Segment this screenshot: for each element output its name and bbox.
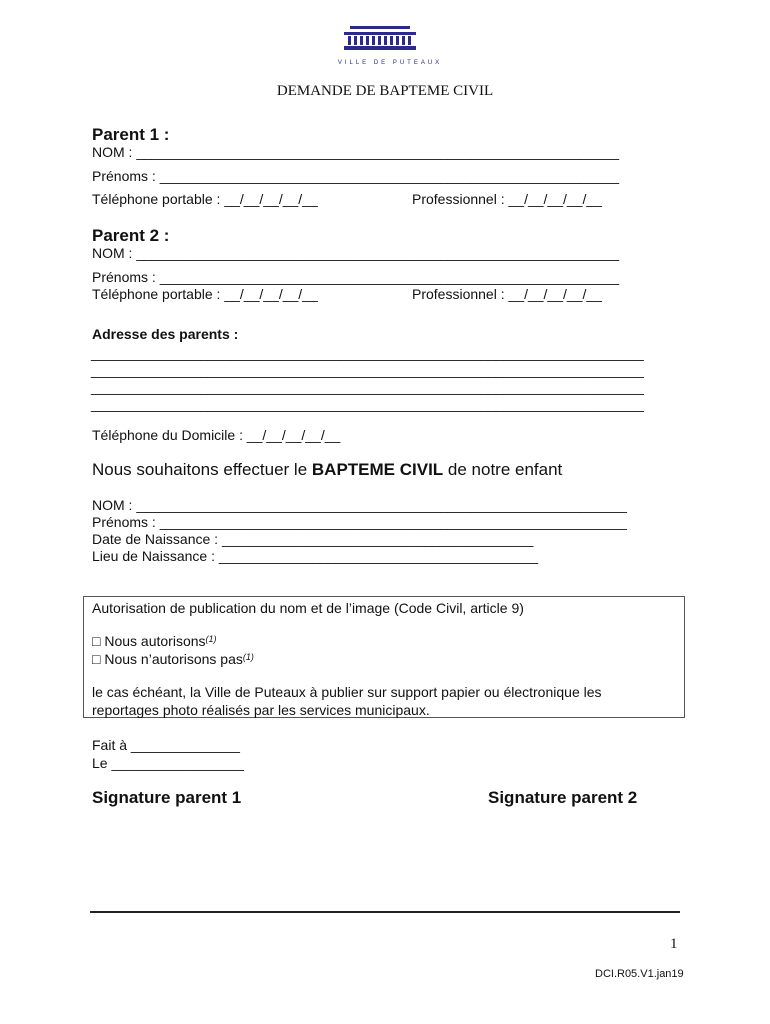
date-field[interactable]: Le _________________	[92, 755, 244, 771]
refuse-label: Nous n’autorisons pas	[104, 651, 243, 667]
page-number: 1	[670, 936, 678, 952]
checkbox-icon[interactable]: □	[92, 651, 101, 667]
parent2-mobile-phone-field[interactable]: Téléphone portable : __/__/__/__/__	[92, 286, 318, 302]
place-field[interactable]: Fait à ______________	[92, 737, 240, 753]
child-birth-place-field[interactable]: Lieu de Naissance : _________________________________________	[92, 548, 539, 564]
child-prenoms-field[interactable]: Prénoms : ____________________________________________________________	[92, 514, 627, 530]
child-intro-before: Nous souhaitons effectuer le	[92, 460, 312, 479]
address-label: Adresse des parents :	[92, 326, 239, 342]
child-birth-date-field[interactable]: Date de Naissance : ________________________________________	[92, 531, 534, 547]
authorize-option[interactable]	[92, 633, 217, 649]
signature-parent2-label: Signature parent 2	[488, 788, 638, 807]
parent1-work-phone-field[interactable]: Professionnel : __/__/__/__/__	[412, 191, 602, 207]
address-line[interactable]: _______________________________________________________________________	[91, 362, 644, 378]
child-intro	[92, 460, 562, 480]
authorization-text-line: reportages photo réalisés par les services municipaux.	[92, 702, 430, 718]
authorization-title: Autorisation de publication du nom et de l’image (Code Civil, article 9)	[92, 600, 524, 616]
address-line[interactable]: _______________________________________________________________________	[91, 345, 644, 361]
parent1-prenoms-field[interactable]: Prénoms : ___________________________________________________________	[92, 168, 620, 184]
child-intro-bold: BAPTEME CIVIL	[311, 460, 444, 479]
document-title: DEMANDE DE BAPTEME CIVIL	[276, 83, 494, 99]
footer-divider	[90, 911, 680, 913]
home-phone-field[interactable]: Téléphone du Domicile : __/__/__/__/__	[92, 427, 341, 443]
child-nom-field[interactable]: NOM : _______________________________________________________________	[92, 497, 627, 513]
address-line[interactable]: _______________________________________________________________________	[91, 396, 644, 412]
authorize-label: Nous autorisons	[104, 633, 206, 649]
town-hall-icon	[330, 24, 450, 54]
child-intro-after: de notre enfant	[443, 460, 563, 479]
city-logo	[330, 24, 450, 64]
logo-text: VILLE DE PUTEAUX	[337, 60, 443, 66]
document-reference: DCI.R05.V1.jan19	[595, 968, 684, 980]
parent2-heading: Parent 2 :	[92, 226, 170, 245]
parent2-work-phone-field[interactable]: Professionnel : __/__/__/__/__	[412, 286, 602, 302]
parent1-heading: Parent 1 :	[92, 125, 170, 144]
authorization-text-line: le cas échéant, la Ville de Puteaux à publier sur support papier ou électronique les	[92, 684, 602, 700]
address-line[interactable]: _______________________________________________________________________	[91, 379, 644, 395]
parent2-nom-field[interactable]: NOM : ______________________________________________________________	[92, 245, 620, 261]
parent1-mobile-phone-field[interactable]: Téléphone portable : __/__/__/__/__	[92, 191, 318, 207]
signature-parent1-label: Signature parent 1	[92, 788, 242, 807]
checkbox-icon[interactable]: □	[92, 633, 101, 649]
parent2-prenoms-field[interactable]: Prénoms : ___________________________________________________________	[92, 269, 620, 285]
footnote-ref: (1)	[205, 634, 217, 644]
parent1-nom-field[interactable]: NOM : ______________________________________________________________	[92, 144, 620, 160]
footnote-ref: (1)	[242, 652, 254, 662]
refuse-option[interactable]	[92, 651, 254, 667]
